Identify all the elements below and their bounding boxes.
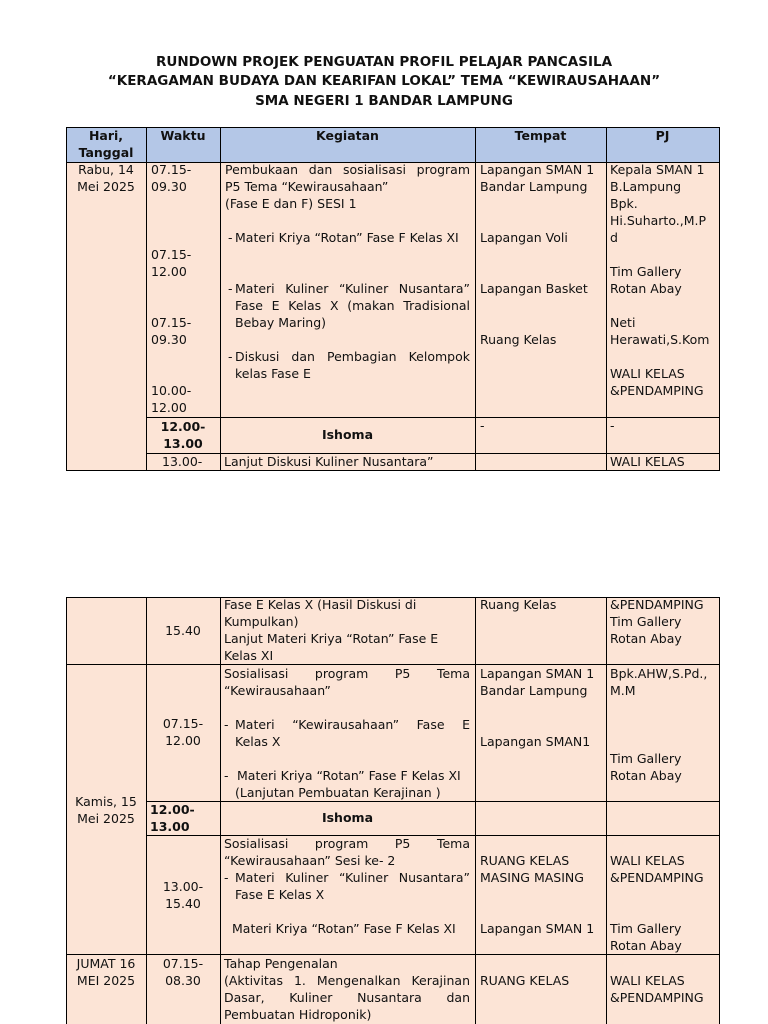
list-dash: - xyxy=(228,281,233,296)
day-label: JUMAT 16 xyxy=(76,956,136,971)
break-time: 12.00- xyxy=(150,802,195,817)
break-pic: - xyxy=(610,418,615,433)
place-text: Lapangan Voli xyxy=(480,230,568,245)
pic-text: Hi.Suharto.,M.P xyxy=(610,213,706,228)
grid-line xyxy=(719,127,720,471)
day-label: Rabu, 14 xyxy=(78,162,134,177)
activity-text: Materi Kuliner “Kuliner Nusantara” xyxy=(235,281,470,296)
grid-line xyxy=(66,470,720,471)
time-cell: 07.15- xyxy=(151,162,192,177)
break-time: 13.00 xyxy=(150,819,190,834)
pic-text: &PENDAMPING xyxy=(610,597,704,612)
document-title-line-1: RUNDOWN PROJEK PENGUATAN PROFIL PELAJAR PANCASILA xyxy=(155,54,613,70)
pic-text: WALI KELAS xyxy=(610,454,685,469)
activity-text: “Kewirausahaan” xyxy=(224,683,331,698)
document-title-line-3: SMA NEGERI 1 BANDAR LAMPUNG xyxy=(255,93,513,109)
pic-text: WALI KELAS xyxy=(610,366,685,381)
pic-text: &PENDAMPING xyxy=(610,990,704,1005)
time-cell: 07.15- xyxy=(162,716,204,731)
place-text: Ruang Kelas xyxy=(480,597,557,612)
pic-text: Tim Gallery xyxy=(610,614,682,629)
activity-text: Fase E Kelas X xyxy=(235,887,325,902)
pic-text: d xyxy=(610,230,618,245)
activity-text: “Kewirausahaan” Sesi ke- 2 xyxy=(224,853,396,868)
break-time: 12.00- xyxy=(160,419,206,434)
place-text: RUANG KELAS xyxy=(480,853,570,868)
header-waktu: Waktu xyxy=(160,128,206,143)
break-label: Ishoma xyxy=(321,427,374,442)
time-cell: 15.40 xyxy=(165,623,201,638)
list-dash: - xyxy=(228,230,233,245)
time-cell: 09.30 xyxy=(151,179,187,194)
list-dash: - xyxy=(224,717,229,732)
grid-line xyxy=(606,127,607,471)
pic-text: &PENDAMPING xyxy=(610,870,704,885)
activity-text: Lanjut Materi Kriya “Rotan” Fase E xyxy=(224,631,439,646)
list-dash: - xyxy=(224,768,229,783)
activity-text: Diskusi dan Pembagian Kelompok xyxy=(235,349,470,364)
header-hari: Hari, xyxy=(88,128,124,143)
place-text: RUANG KELAS xyxy=(480,973,570,988)
pic-text: Kepala SMAN 1 xyxy=(610,162,705,177)
activity-text: Materi Kriya “Rotan” Fase F Kelas XI xyxy=(235,230,459,245)
time-cell: 13.00- xyxy=(162,879,204,894)
break-time: 13.00 xyxy=(163,436,203,451)
pic-text: Bpk.AHW,S.Pd., xyxy=(610,666,708,681)
place-text: Lapangan Basket xyxy=(480,281,588,296)
activity-text: Sosialisasi program P5 Tema xyxy=(224,836,470,851)
activity-text: Sosialisasi program P5 Tema xyxy=(224,666,470,681)
pic-text: B.Lampung xyxy=(610,179,682,194)
date-label: Mei 2025 xyxy=(77,811,135,826)
pic-text: Tim Gallery xyxy=(610,751,682,766)
time-cell: 07.15- xyxy=(151,315,192,330)
time-cell: 09.30 xyxy=(151,332,187,347)
pic-text: WALI KELAS xyxy=(610,853,685,868)
activity-text: Materi Kriya “Rotan” Fase F Kelas XI xyxy=(237,768,461,783)
pic-text: M.M xyxy=(610,683,636,698)
place-text: Bandar Lampung xyxy=(480,683,588,698)
time-cell: 13.00- xyxy=(162,454,203,469)
pic-text: Rotan Abay xyxy=(610,281,682,296)
activity-text: Materi Kriya “Rotan” Fase F Kelas XI xyxy=(232,921,456,936)
activity-text: Pembuatan Hidroponik) xyxy=(224,1007,372,1022)
grid-line xyxy=(475,597,476,1024)
pic-text: Herawati,S.Kom xyxy=(610,332,710,347)
pic-text: &PENDAMPING xyxy=(610,383,704,398)
activity-text: Fase E Kelas X (Hasil Diskusi di xyxy=(224,597,417,612)
time-cell: 07.15- xyxy=(162,956,204,971)
grid-line xyxy=(220,127,221,471)
activity-text: Kumpulkan) xyxy=(224,614,299,629)
activity-text: P5 Tema “Kewirausahaan” xyxy=(225,179,389,194)
header-tanggal: Tanggal xyxy=(78,145,134,160)
activity-text: Lanjut Diskusi Kuliner Nusantara” xyxy=(224,454,434,469)
activity-text: Kelas X xyxy=(235,734,281,749)
pic-text: Tim Gallery xyxy=(610,921,682,936)
time-cell: 15.40 xyxy=(165,896,201,911)
document-title-line-2: “KERAGAMAN BUDAYA DAN KEARIFAN LOKAL” TEMA “KEWIRAUSAHAAN” xyxy=(107,73,661,89)
pic-text: Tim Gallery xyxy=(610,264,682,279)
time-cell: 10.00- xyxy=(151,383,192,398)
place-text: Lapangan SMAN 1 xyxy=(480,921,595,936)
list-dash: - xyxy=(228,349,233,364)
place-text: Lapangan SMAN 1 xyxy=(480,162,595,177)
time-cell: 12.00 xyxy=(151,264,187,279)
time-cell: 12.00 xyxy=(165,733,201,748)
day-label: Kamis, 15 xyxy=(75,794,137,809)
time-cell: 12.00 xyxy=(151,400,187,415)
place-text: Lapangan SMAN1 xyxy=(480,734,591,749)
grid-line xyxy=(606,597,607,1024)
activity-text: Tahap Pengenalan xyxy=(224,956,338,971)
break-place: - xyxy=(480,418,485,433)
place-text: Bandar Lampung xyxy=(480,179,588,194)
date-label: Mei 2025 xyxy=(77,179,135,194)
activity-text: Pembukaan dan sosialisasi program xyxy=(225,162,470,177)
pic-text: Neti xyxy=(610,315,636,330)
header-tempat: Tempat xyxy=(514,128,567,143)
place-text: MASING MASING xyxy=(480,870,584,885)
grid-line xyxy=(146,417,720,418)
list-dash: - xyxy=(224,870,229,885)
activity-text: Bebay Maring) xyxy=(235,315,327,330)
activity-text: (Fase E dan F) SESI 1 xyxy=(225,196,357,211)
date-label: MEI 2025 xyxy=(76,973,136,988)
grid-line xyxy=(719,597,720,1024)
activity-text: Materi “Kewirausahaan” Fase E xyxy=(235,717,470,732)
pic-text: Rotan Abay xyxy=(610,631,682,646)
activity-text: Kelas XI xyxy=(224,648,274,663)
pic-text: Rotan Abay xyxy=(610,768,682,783)
header-pj: PJ xyxy=(655,128,670,143)
activity-text: kelas Fase E xyxy=(235,366,311,381)
activity-text: Fase E Kelas X (makan Tradisional xyxy=(235,298,470,313)
break-label: Ishoma xyxy=(321,810,374,825)
activity-text: Dasar, Kuliner Nusantara dan xyxy=(224,990,470,1005)
pic-text: WALI KELAS xyxy=(610,973,685,988)
activity-text: (Aktivitas 1. Mengenalkan Kerajinan xyxy=(224,973,470,988)
grid-line xyxy=(475,127,476,471)
time-cell: 08.30 xyxy=(165,973,201,988)
place-text: Ruang Kelas xyxy=(480,332,557,347)
pic-text: Rotan Abay xyxy=(610,938,682,953)
place-text: Lapangan SMAN 1 xyxy=(480,666,595,681)
grid-line xyxy=(146,801,720,802)
time-cell: 07.15- xyxy=(151,247,192,262)
activity-text: (Lanjutan Pembuatan Kerajinan ) xyxy=(235,785,441,800)
activity-text: Materi Kuliner “Kuliner Nusantara” xyxy=(235,870,470,885)
pic-text: Bpk. xyxy=(610,196,638,211)
header-kegiatan: Kegiatan xyxy=(316,128,379,143)
